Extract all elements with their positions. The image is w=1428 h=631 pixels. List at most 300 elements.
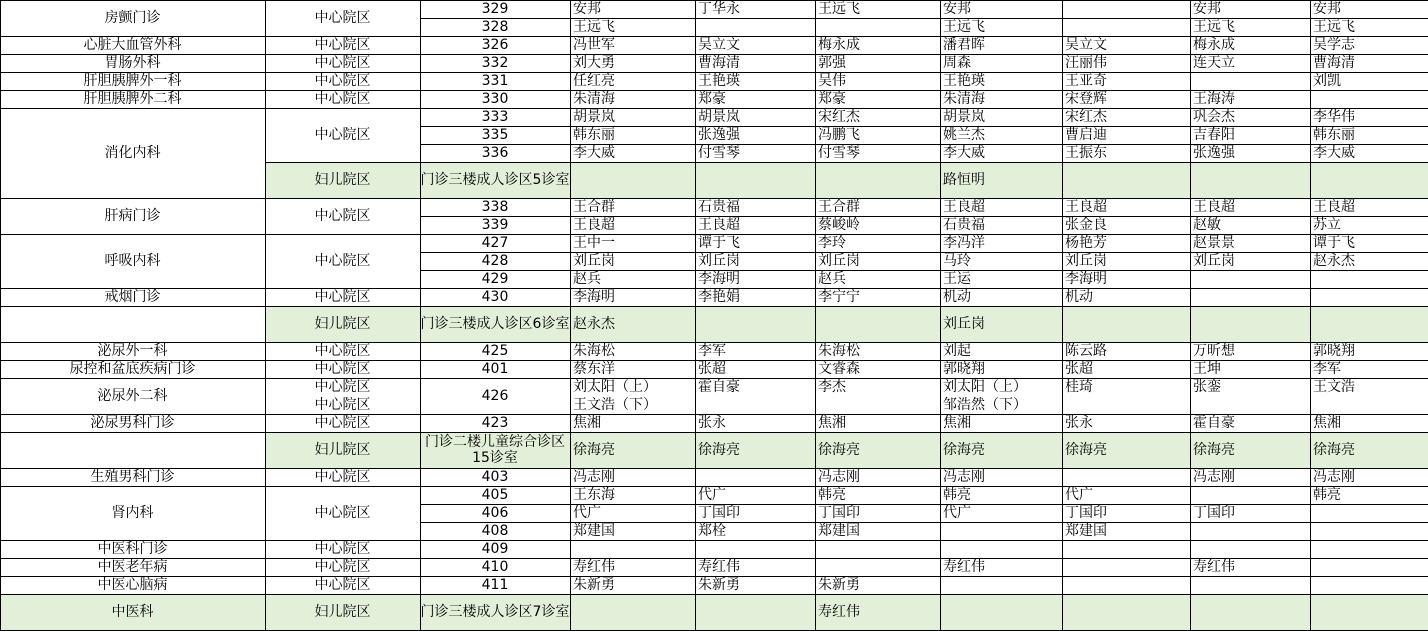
doctor-cell[interactable]: 郑豪 bbox=[698, 91, 726, 107]
doctor-cell[interactable]: 王运 bbox=[943, 271, 971, 287]
dept-cell[interactable]: 肝胆胰脾外一科 bbox=[83, 73, 182, 89]
doctor-cell[interactable]: 李军 bbox=[1313, 361, 1341, 377]
dept-cell[interactable]: 泌尿外二科 bbox=[97, 388, 168, 404]
room-cell[interactable]: 406 bbox=[481, 505, 509, 521]
doctor-cell[interactable]: 文睿森 bbox=[818, 361, 860, 377]
dept-cell[interactable]: 消化内科 bbox=[104, 145, 161, 161]
doctor-cell[interactable] bbox=[1190, 162, 1310, 198]
doctor-cell[interactable] bbox=[1310, 162, 1428, 198]
doctor-cell[interactable]: 李大威 bbox=[573, 145, 615, 161]
doctor-cell[interactable] bbox=[695, 396, 815, 414]
doctor-cell[interactable] bbox=[1062, 468, 1190, 486]
doctor-cell[interactable]: 刘太阳（上） bbox=[573, 379, 657, 395]
doctor-cell[interactable]: 张逸强 bbox=[698, 127, 740, 143]
doctor-cell[interactable] bbox=[1310, 504, 1428, 522]
doctor-cell[interactable]: 机动 bbox=[943, 289, 971, 305]
doctor-cell[interactable]: 刘丘岗 bbox=[943, 316, 985, 332]
doctor-cell[interactable] bbox=[1190, 306, 1310, 342]
doctor-cell[interactable] bbox=[695, 306, 815, 342]
doctor-cell[interactable]: 霍自豪 bbox=[698, 379, 740, 395]
room-cell[interactable]: 423 bbox=[481, 415, 509, 431]
doctor-cell[interactable]: 安邦 bbox=[1313, 1, 1341, 17]
doctor-cell[interactable]: 吴学志 bbox=[1313, 37, 1355, 53]
doctor-cell[interactable] bbox=[1190, 72, 1310, 90]
doctor-cell[interactable]: 韩东丽 bbox=[1313, 127, 1355, 143]
grid-line bbox=[0, 234, 265, 235]
room-cell[interactable]: 409 bbox=[481, 541, 509, 557]
doctor-cell[interactable]: 张永 bbox=[1065, 415, 1093, 431]
doctor-cell[interactable]: 郑建国 bbox=[573, 523, 615, 539]
doctor-cell[interactable]: 张超 bbox=[1065, 361, 1093, 377]
room-cell[interactable]: 门诊二楼儿童综合诊区15诊室 bbox=[425, 434, 565, 466]
campus-cell[interactable]: 妇儿院区 bbox=[314, 442, 371, 458]
doctor-cell[interactable]: 王海涛 bbox=[1193, 91, 1235, 107]
doctor-cell[interactable]: 蔡东洋 bbox=[573, 361, 615, 377]
doctor-cell[interactable]: 朱清海 bbox=[943, 91, 985, 107]
room-cell[interactable]: 430 bbox=[481, 289, 509, 305]
doctor-cell[interactable]: 代广 bbox=[573, 505, 601, 521]
campus-cell[interactable]: 中心院区 bbox=[314, 253, 371, 269]
dept-cell[interactable]: 戒烟门诊 bbox=[104, 289, 161, 305]
doctor-cell[interactable]: 王良超 bbox=[1065, 199, 1107, 215]
room-cell[interactable]: 332 bbox=[481, 55, 509, 71]
doctor-cell[interactable]: 曹启迪 bbox=[1065, 127, 1107, 143]
doctor-cell[interactable]: 赵兵 bbox=[573, 271, 601, 287]
doctor-cell[interactable]: 焦湘 bbox=[1313, 415, 1341, 431]
doctor-cell[interactable]: 郭晓翔 bbox=[943, 361, 985, 377]
doctor-cell[interactable] bbox=[940, 540, 1062, 558]
doctor-cell[interactable] bbox=[1190, 270, 1310, 288]
room-cell[interactable]: 333 bbox=[481, 109, 509, 125]
doctor-cell[interactable]: 张銮 bbox=[1193, 379, 1221, 395]
doctor-cell[interactable]: 寿红伟 bbox=[818, 604, 860, 620]
doctor-cell[interactable] bbox=[815, 558, 940, 576]
doctor-cell[interactable]: 郑豪 bbox=[818, 91, 846, 107]
doctor-cell[interactable]: 刘丘岗 bbox=[1193, 253, 1235, 269]
doctor-cell[interactable]: 李杰 bbox=[818, 379, 846, 395]
doctor-cell[interactable] bbox=[570, 162, 695, 198]
room-cell[interactable]: 335 bbox=[481, 127, 509, 143]
doctor-cell[interactable]: 李大威 bbox=[943, 145, 985, 161]
dept-cell[interactable]: 中医科 bbox=[111, 604, 154, 620]
doctor-cell[interactable]: 赵敏 bbox=[1193, 217, 1221, 233]
grid-line bbox=[420, 54, 570, 55]
doctor-cell[interactable]: 梅永成 bbox=[1193, 37, 1235, 53]
room-cell[interactable]: 339 bbox=[481, 217, 509, 233]
doctor-cell[interactable]: 付雪琴 bbox=[818, 145, 860, 161]
doctor-cell[interactable]: 丁国印 bbox=[698, 505, 740, 521]
dept-cell[interactable]: 中医科门诊 bbox=[97, 541, 168, 557]
dept-cell[interactable]: 房颤门诊 bbox=[104, 10, 161, 26]
doctor-cell[interactable]: 王良超 bbox=[698, 217, 740, 233]
campus-cell[interactable]: 妇儿院区 bbox=[314, 172, 371, 188]
doctor-cell[interactable]: 马玲 bbox=[943, 253, 971, 269]
doctor-cell[interactable]: 任红亮 bbox=[573, 73, 615, 89]
doctor-cell[interactable]: 胡景岚 bbox=[698, 109, 740, 125]
doctor-cell[interactable] bbox=[1310, 90, 1428, 108]
doctor-cell[interactable]: 寿红伟 bbox=[943, 559, 985, 575]
room-cell[interactable]: 425 bbox=[481, 343, 509, 359]
doctor-cell[interactable]: 寿红伟 bbox=[573, 559, 615, 575]
doctor-cell[interactable]: 王良超 bbox=[573, 217, 615, 233]
doctor-cell[interactable]: 代广 bbox=[943, 505, 971, 521]
doctor-cell[interactable] bbox=[1310, 288, 1428, 306]
dept-cell[interactable]: 中医心脑病 bbox=[97, 577, 168, 593]
room-cell[interactable]: 门诊三楼成人诊区7诊室 bbox=[420, 604, 570, 620]
doctor-cell[interactable] bbox=[1310, 594, 1428, 630]
doctor-cell[interactable]: 代广 bbox=[1065, 487, 1093, 503]
doctor-cell[interactable] bbox=[695, 540, 815, 558]
doctor-cell[interactable]: 丁国印 bbox=[818, 505, 860, 521]
campus-cell[interactable]: 中心院区 bbox=[314, 37, 371, 53]
doctor-cell[interactable]: 丁华永 bbox=[698, 1, 740, 17]
dept-cell[interactable]: 肝胆胰脾外二科 bbox=[83, 91, 182, 107]
dept-cell[interactable]: 尿控和盆底疾病门诊 bbox=[69, 361, 196, 377]
doctor-cell[interactable]: 苏立 bbox=[1313, 217, 1341, 233]
doctor-cell[interactable]: 朱海松 bbox=[573, 343, 615, 359]
campus-cell[interactable]: 中心院区 bbox=[314, 379, 371, 395]
campus-cell[interactable]: 中心院区 bbox=[314, 10, 371, 26]
doctor-cell[interactable]: 李海明 bbox=[698, 271, 740, 287]
doctor-cell[interactable]: 李海明 bbox=[573, 289, 615, 305]
doctor-cell[interactable] bbox=[1190, 396, 1310, 414]
room-cell[interactable]: 门诊三楼成人诊区5诊室 bbox=[420, 172, 570, 188]
doctor-cell[interactable]: 桂琦 bbox=[1065, 379, 1093, 395]
doctor-cell[interactable]: 王文浩 bbox=[1313, 379, 1355, 395]
campus-cell[interactable]: 中心院区 bbox=[314, 361, 371, 377]
room-cell[interactable]: 326 bbox=[481, 37, 509, 53]
doctor-cell[interactable]: 张超 bbox=[698, 361, 726, 377]
doctor-cell[interactable] bbox=[1310, 540, 1428, 558]
doctor-cell[interactable]: 曹海清 bbox=[698, 55, 740, 71]
doctor-cell[interactable] bbox=[1062, 162, 1190, 198]
doctor-cell[interactable]: 李军 bbox=[698, 343, 726, 359]
dept-cell[interactable]: 生殖男科门诊 bbox=[90, 469, 175, 485]
room-cell[interactable]: 338 bbox=[481, 199, 509, 215]
grid-line bbox=[570, 522, 1428, 523]
doctor-cell[interactable]: 郑建国 bbox=[1065, 523, 1107, 539]
doctor-cell[interactable] bbox=[815, 18, 940, 36]
doctor-cell[interactable]: 徐海亮 bbox=[818, 442, 860, 458]
campus-cell[interactable]: 妇儿院区 bbox=[314, 316, 371, 332]
doctor-cell[interactable]: 刘起 bbox=[943, 343, 971, 359]
doctor-cell[interactable]: 付雪琴 bbox=[698, 145, 740, 161]
doctor-cell[interactable]: 王合群 bbox=[573, 199, 615, 215]
doctor-cell[interactable]: 谭于飞 bbox=[698, 235, 740, 251]
room-cell[interactable]: 336 bbox=[481, 145, 509, 161]
doctor-cell[interactable] bbox=[940, 594, 1062, 630]
dept-cell[interactable] bbox=[0, 432, 265, 468]
doctor-cell[interactable] bbox=[1310, 396, 1428, 414]
doctor-cell[interactable] bbox=[815, 540, 940, 558]
grid-line bbox=[570, 0, 1428, 1]
doctor-cell[interactable]: 徐海亮 bbox=[698, 442, 740, 458]
room-cell[interactable]: 428 bbox=[481, 253, 509, 269]
doctor-cell[interactable]: 焦湘 bbox=[573, 415, 601, 431]
doctor-cell[interactable] bbox=[1062, 540, 1190, 558]
doctor-cell[interactable]: 李海明 bbox=[1065, 271, 1107, 287]
room-cell[interactable]: 426 bbox=[481, 388, 509, 404]
doctor-cell[interactable]: 汪丽伟 bbox=[1065, 55, 1107, 71]
doctor-cell[interactable]: 杨艳芳 bbox=[1065, 235, 1107, 251]
doctor-cell[interactable]: 王良超 bbox=[1193, 199, 1235, 215]
doctor-cell[interactable]: 潘君晖 bbox=[943, 37, 985, 53]
doctor-cell[interactable]: 李冯洋 bbox=[943, 235, 985, 251]
doctor-cell[interactable]: 徐海亮 bbox=[1065, 442, 1107, 458]
doctor-cell[interactable]: 韩亮 bbox=[1313, 487, 1341, 503]
doctor-cell[interactable]: 朱新勇 bbox=[573, 577, 615, 593]
room-cell[interactable]: 411 bbox=[481, 577, 509, 593]
doctor-cell[interactable]: 王艳瑛 bbox=[943, 73, 985, 89]
doctor-cell[interactable] bbox=[940, 576, 1062, 594]
doctor-cell[interactable]: 宋红杰 bbox=[818, 109, 860, 125]
doctor-cell[interactable]: 冯志刚 bbox=[943, 469, 985, 485]
doctor-cell[interactable]: 赵景景 bbox=[1193, 235, 1235, 251]
campus-cell[interactable]: 中心院区 bbox=[314, 469, 371, 485]
doctor-cell[interactable]: 刘丘岗 bbox=[698, 253, 740, 269]
doctor-cell[interactable] bbox=[1310, 306, 1428, 342]
doctor-cell[interactable]: 宋登辉 bbox=[1065, 91, 1107, 107]
campus-cell[interactable]: 中心院区 bbox=[314, 91, 371, 107]
grid-line bbox=[0, 360, 265, 361]
doctor-cell[interactable]: 朱新勇 bbox=[818, 577, 860, 593]
doctor-cell[interactable]: 安邦 bbox=[943, 1, 971, 17]
doctor-cell[interactable] bbox=[695, 594, 815, 630]
doctor-cell[interactable] bbox=[1310, 522, 1428, 540]
doctor-cell[interactable] bbox=[1062, 594, 1190, 630]
doctor-cell[interactable]: 王坤 bbox=[1193, 361, 1221, 377]
doctor-cell[interactable]: 王良超 bbox=[1313, 199, 1355, 215]
doctor-cell[interactable] bbox=[570, 540, 695, 558]
doctor-cell[interactable]: 周森 bbox=[943, 55, 971, 71]
doctor-cell[interactable]: 冯志刚 bbox=[818, 469, 860, 485]
doctor-cell[interactable] bbox=[1190, 486, 1310, 504]
doctor-cell[interactable]: 赵兵 bbox=[818, 271, 846, 287]
room-cell[interactable]: 329 bbox=[481, 1, 509, 17]
doctor-cell[interactable]: 张永 bbox=[698, 415, 726, 431]
dept-cell[interactable]: 泌尿外一科 bbox=[97, 343, 168, 359]
doctor-cell[interactable]: 谭于飞 bbox=[1313, 235, 1355, 251]
doctor-cell[interactable]: 郭强 bbox=[818, 55, 846, 71]
campus-cell[interactable]: 中心院区 bbox=[314, 577, 371, 593]
doctor-cell[interactable] bbox=[1310, 270, 1428, 288]
doctor-cell[interactable]: 赵永杰 bbox=[573, 316, 615, 332]
doctor-cell[interactable]: 冯志刚 bbox=[1193, 469, 1235, 485]
doctor-cell[interactable]: 刘丘岗 bbox=[573, 253, 615, 269]
doctor-cell[interactable]: 万昕想 bbox=[1193, 343, 1235, 359]
doctor-cell[interactable]: 王远飞 bbox=[943, 19, 985, 35]
doctor-cell[interactable]: 王亚奇 bbox=[1065, 73, 1107, 89]
grid-line bbox=[265, 162, 420, 163]
campus-cell[interactable]: 中心院区 bbox=[314, 397, 371, 413]
doctor-cell[interactable]: 赵永杰 bbox=[1313, 253, 1355, 269]
room-cell[interactable]: 405 bbox=[481, 487, 509, 503]
doctor-cell[interactable]: 胡景岚 bbox=[943, 109, 985, 125]
doctor-cell[interactable]: 吴立文 bbox=[698, 37, 740, 53]
doctor-cell[interactable]: 王振东 bbox=[1065, 145, 1107, 161]
doctor-cell[interactable]: 陈云路 bbox=[1065, 343, 1107, 359]
room-cell[interactable]: 330 bbox=[481, 91, 509, 107]
doctor-cell[interactable]: 霍自豪 bbox=[1193, 415, 1235, 431]
doctor-cell[interactable]: 朱新勇 bbox=[698, 577, 740, 593]
doctor-cell[interactable]: 朱清海 bbox=[573, 91, 615, 107]
doctor-cell[interactable]: 王艳瑛 bbox=[698, 73, 740, 89]
doctor-cell[interactable]: 王东海 bbox=[573, 487, 615, 503]
doctor-cell[interactable]: 韩东丽 bbox=[573, 127, 615, 143]
doctor-cell[interactable]: 路恒明 bbox=[943, 172, 985, 188]
doctor-cell[interactable]: 朱海松 bbox=[818, 343, 860, 359]
doctor-cell[interactable] bbox=[570, 594, 695, 630]
doctor-cell[interactable]: 丁国印 bbox=[1065, 505, 1107, 521]
campus-cell[interactable]: 中心院区 bbox=[314, 55, 371, 71]
dept-cell[interactable]: 呼吸内科 bbox=[104, 253, 161, 269]
doctor-cell[interactable]: 郑建国 bbox=[818, 523, 860, 539]
doctor-cell[interactable] bbox=[1310, 576, 1428, 594]
doctor-cell[interactable]: 李宁宁 bbox=[818, 289, 860, 305]
campus-cell[interactable]: 中心院区 bbox=[314, 505, 371, 521]
campus-cell[interactable]: 中心院区 bbox=[314, 415, 371, 431]
doctor-cell[interactable]: 曹海清 bbox=[1313, 55, 1355, 71]
dept-cell[interactable]: 中医老年病 bbox=[97, 559, 168, 575]
doctor-cell[interactable]: 吴立文 bbox=[1065, 37, 1107, 53]
doctor-cell[interactable]: 徐海亮 bbox=[1313, 442, 1355, 458]
doctor-cell[interactable] bbox=[1062, 0, 1190, 18]
grid-line bbox=[265, 0, 420, 1]
doctor-cell[interactable]: 姚兰杰 bbox=[943, 127, 985, 143]
doctor-cell[interactable]: 石贵福 bbox=[698, 199, 740, 215]
doctor-cell[interactable]: 李华伟 bbox=[1313, 109, 1355, 125]
doctor-cell[interactable]: 李大威 bbox=[1313, 145, 1355, 161]
doctor-cell[interactable]: 王远飞 bbox=[573, 19, 615, 35]
campus-cell[interactable]: 中心院区 bbox=[314, 127, 371, 143]
doctor-cell[interactable]: 韩亮 bbox=[943, 487, 971, 503]
doctor-cell[interactable]: 郭晓翔 bbox=[1313, 343, 1355, 359]
doctor-cell[interactable]: 吉春阳 bbox=[1193, 127, 1235, 143]
doctor-cell[interactable]: 巩会杰 bbox=[1193, 109, 1235, 125]
doctor-cell[interactable]: 安邦 bbox=[573, 1, 601, 17]
doctor-cell[interactable]: 张逸强 bbox=[1193, 145, 1235, 161]
dept-cell[interactable]: 心脏大血管外科 bbox=[83, 37, 182, 53]
dept-cell[interactable]: 胃肠外科 bbox=[104, 55, 161, 71]
room-cell[interactable]: 403 bbox=[481, 469, 509, 485]
grid-line bbox=[265, 486, 420, 487]
doctor-cell[interactable]: 王文浩（下） bbox=[573, 397, 657, 413]
campus-cell[interactable]: 妇儿院区 bbox=[314, 604, 371, 620]
grid-line bbox=[570, 54, 1428, 55]
doctor-cell[interactable] bbox=[1062, 558, 1190, 576]
doctor-cell[interactable]: 连天立 bbox=[1193, 55, 1235, 71]
doctor-cell[interactable]: 吴伟 bbox=[818, 73, 846, 89]
doctor-cell[interactable]: 机动 bbox=[1065, 289, 1093, 305]
doctor-cell[interactable]: 刘凯 bbox=[1313, 73, 1341, 89]
doctor-cell[interactable]: 冯志刚 bbox=[573, 469, 615, 485]
doctor-cell[interactable] bbox=[815, 396, 940, 414]
doctor-cell[interactable]: 韩亮 bbox=[818, 487, 846, 503]
room-cell[interactable]: 门诊三楼成人诊区6诊室 bbox=[420, 316, 570, 332]
doctor-cell[interactable]: 王合群 bbox=[818, 199, 860, 215]
doctor-cell[interactable]: 蔡峻岭 bbox=[818, 217, 860, 233]
room-cell[interactable]: 331 bbox=[481, 73, 509, 89]
doctor-cell[interactable]: 王远飞 bbox=[818, 1, 860, 17]
room-cell[interactable]: 408 bbox=[481, 523, 509, 539]
doctor-cell[interactable]: 徐海亮 bbox=[1193, 442, 1235, 458]
doctor-cell[interactable] bbox=[695, 468, 815, 486]
campus-cell[interactable]: 中心院区 bbox=[314, 343, 371, 359]
doctor-cell[interactable]: 刘大勇 bbox=[573, 55, 615, 71]
doctor-cell[interactable]: 焦湘 bbox=[943, 415, 971, 431]
doctor-cell[interactable]: 李玲 bbox=[818, 235, 846, 251]
doctor-cell[interactable]: 胡景岚 bbox=[573, 109, 615, 125]
doctor-cell[interactable] bbox=[815, 306, 940, 342]
doctor-cell[interactable]: 徐海亮 bbox=[573, 442, 615, 458]
doctor-cell[interactable] bbox=[1062, 576, 1190, 594]
dept-cell[interactable]: 肝病门诊 bbox=[104, 208, 161, 224]
doctor-cell[interactable] bbox=[940, 522, 1062, 540]
doctor-cell[interactable]: 郑栓 bbox=[698, 523, 726, 539]
doctor-cell[interactable]: 冯志刚 bbox=[1313, 469, 1355, 485]
doctor-cell[interactable] bbox=[1062, 306, 1190, 342]
doctor-cell[interactable] bbox=[1190, 594, 1310, 630]
dept-cell[interactable] bbox=[0, 306, 265, 342]
room-cell[interactable]: 427 bbox=[481, 235, 509, 251]
doctor-cell[interactable]: 徐海亮 bbox=[943, 442, 985, 458]
doctor-cell[interactable] bbox=[815, 162, 940, 198]
campus-cell[interactable]: 中心院区 bbox=[314, 208, 371, 224]
room-cell[interactable]: 328 bbox=[481, 19, 509, 35]
dept-cell[interactable]: 泌尿男科门诊 bbox=[90, 415, 175, 431]
doctor-cell[interactable]: 刘丘岗 bbox=[1065, 253, 1107, 269]
doctor-cell[interactable]: 梅永成 bbox=[818, 37, 860, 53]
campus-cell[interactable]: 中心院区 bbox=[314, 559, 371, 575]
doctor-cell[interactable]: 石贵福 bbox=[943, 217, 985, 233]
doctor-cell[interactable]: 冯世军 bbox=[573, 37, 615, 53]
doctor-cell[interactable] bbox=[1062, 18, 1190, 36]
doctor-cell[interactable]: 王远飞 bbox=[1193, 19, 1235, 35]
doctor-cell[interactable]: 邹浩然（下） bbox=[943, 397, 1027, 413]
campus-cell[interactable]: 中心院区 bbox=[314, 73, 371, 89]
doctor-cell[interactable]: 刘丘岗 bbox=[818, 253, 860, 269]
campus-cell[interactable]: 中心院区 bbox=[314, 289, 371, 305]
doctor-cell[interactable] bbox=[1062, 396, 1190, 414]
doctor-cell[interactable]: 寿红伟 bbox=[698, 559, 740, 575]
doctor-cell[interactable] bbox=[1310, 558, 1428, 576]
doctor-cell[interactable]: 寿红伟 bbox=[1193, 559, 1235, 575]
doctor-cell[interactable] bbox=[695, 162, 815, 198]
campus-cell[interactable]: 中心院区 bbox=[314, 541, 371, 557]
doctor-cell[interactable] bbox=[1190, 540, 1310, 558]
room-cell[interactable]: 410 bbox=[481, 559, 509, 575]
doctor-cell[interactable]: 代广 bbox=[698, 487, 726, 503]
doctor-cell[interactable]: 刘太阳（上） bbox=[943, 379, 1027, 395]
doctor-cell[interactable]: 焦湘 bbox=[818, 415, 846, 431]
doctor-cell[interactable]: 张金良 bbox=[1065, 217, 1107, 233]
dept-cell[interactable]: 肾内科 bbox=[111, 505, 154, 521]
doctor-cell[interactable] bbox=[1190, 522, 1310, 540]
doctor-cell[interactable]: 李艳娟 bbox=[698, 289, 740, 305]
doctor-cell[interactable]: 丁国印 bbox=[1193, 505, 1235, 521]
room-cell[interactable]: 429 bbox=[481, 271, 509, 287]
doctor-cell[interactable] bbox=[1190, 288, 1310, 306]
doctor-cell[interactable] bbox=[1190, 576, 1310, 594]
room-cell[interactable]: 401 bbox=[481, 361, 509, 377]
doctor-cell[interactable]: 安邦 bbox=[1193, 1, 1221, 17]
doctor-cell[interactable] bbox=[695, 18, 815, 36]
doctor-cell[interactable]: 王远飞 bbox=[1313, 19, 1355, 35]
doctor-cell[interactable]: 冯鹏飞 bbox=[818, 127, 860, 143]
doctor-cell[interactable]: 宋红杰 bbox=[1065, 109, 1107, 125]
doctor-cell[interactable]: 王中一 bbox=[573, 235, 615, 251]
doctor-cell[interactable]: 王良超 bbox=[943, 199, 985, 215]
